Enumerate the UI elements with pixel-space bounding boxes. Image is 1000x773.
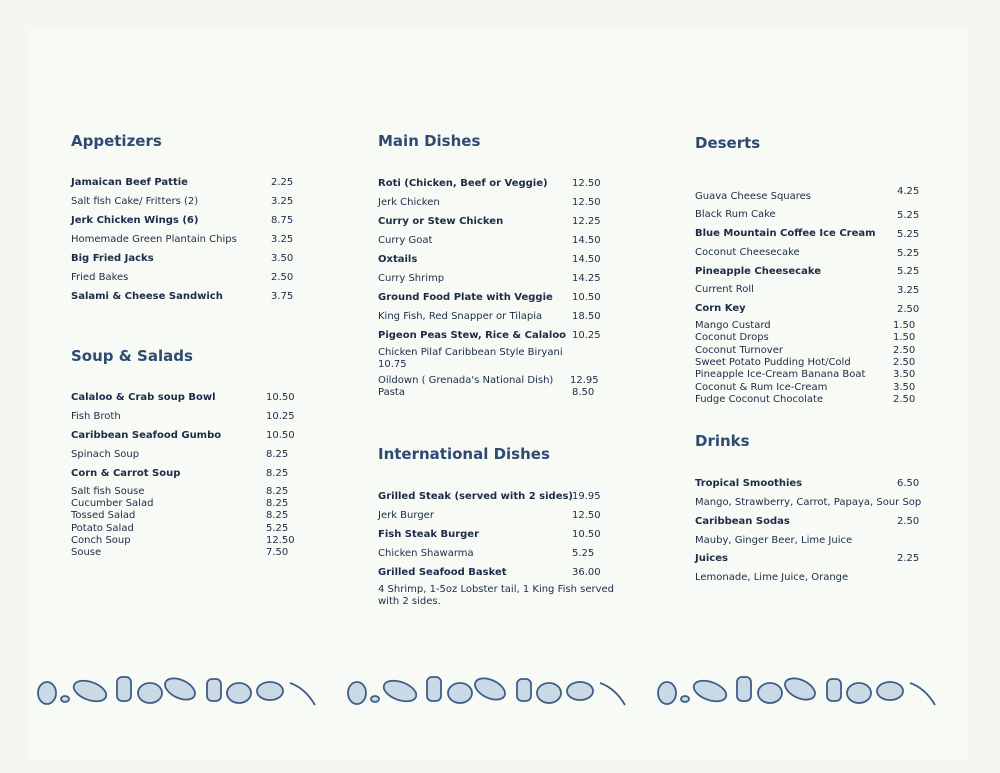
menu-item-name: Jerk Chicken Wings (6) <box>71 215 199 226</box>
section-title-main-dishes: Main Dishes <box>378 132 481 150</box>
menu-item-name: Conch Soup <box>71 534 131 546</box>
menu-item-name: Roti (Chicken, Beef or Veggie) <box>378 178 548 189</box>
seashell-motif-icon <box>38 674 315 705</box>
menu-item-name: Blue Mountain Coffee Ice Cream <box>695 228 876 239</box>
menu-item-price: 5.25 <box>897 229 920 240</box>
menu-item-price: 14.25 <box>572 273 601 284</box>
menu-item-price: 12.95 <box>570 375 599 386</box>
menu-item-name: Caribbean Seafood Gumbo <box>71 430 222 441</box>
menu-item-name: Big Fried Jacks <box>71 253 154 264</box>
menu-item-name: Tropical Smoothies <box>695 478 803 489</box>
menu-item-price: 2.50 <box>893 393 916 405</box>
menu-item-price: 12.25 <box>572 216 601 227</box>
menu-item-price: 12.50 <box>572 197 601 208</box>
menu-item-price: 3.50 <box>893 381 916 393</box>
menu-item-name: Pasta <box>378 387 405 398</box>
menu-item-name: Souse <box>71 547 102 558</box>
menu-item-note: with 2 sides. <box>378 596 441 607</box>
menu-item-price: 1.50 <box>893 332 916 344</box>
menu-item-price: 3.50 <box>271 253 294 264</box>
menu-item-name: Jerk Burger <box>378 510 434 521</box>
menu-item-price: 18.50 <box>572 311 601 322</box>
menu-item-price: 10.50 <box>266 430 295 441</box>
menu-item-price: 5.25 <box>266 522 289 534</box>
menu-item-price: 12.50 <box>572 178 601 189</box>
menu-item-name: Pineapple Cheesecake <box>695 266 822 277</box>
menu-item-price: 7.50 <box>266 547 289 558</box>
menu-item-name: Curry Goat <box>378 235 433 246</box>
menu-item-price: 8.25 <box>266 449 289 460</box>
seashell-border-icon <box>35 665 965 715</box>
menu-item-price: 19.95 <box>572 491 601 502</box>
seashell-motif-icon <box>348 674 625 705</box>
menu-item-price: 2.50 <box>893 356 916 368</box>
section-title-appetizers: Appetizers <box>71 132 162 150</box>
menu-item-price: 2.50 <box>271 272 294 283</box>
menu-item-name: Grilled Steak (served with 2 sides) <box>378 491 573 502</box>
menu-item-price: 10.50 <box>572 529 601 540</box>
menu-item-price: 5.25 <box>572 548 595 559</box>
menu-item-price: 3.25 <box>271 234 294 245</box>
menu-item-name: Coconut Cheesecake <box>695 247 800 258</box>
menu-item-name: Fish Steak Burger <box>378 529 480 540</box>
menu-item-name: Potato Salad <box>71 522 134 534</box>
menu-item-price: 1.50 <box>893 320 916 331</box>
menu-item-name: King Fish, Red Snapper or Tilapia <box>378 311 543 322</box>
menu-item-price: 2.50 <box>897 515 920 527</box>
menu-item-name: Salt fish Souse <box>71 486 145 497</box>
menu-item-price: 36.00 <box>572 567 601 578</box>
menu-item-price: 8.25 <box>266 468 289 479</box>
menu-item-name: Homemade Green Plantain Chips <box>71 234 237 245</box>
section-title-soups: Soup & Salads <box>71 347 193 365</box>
menu-item-price: 8.25 <box>266 498 289 510</box>
menu-item-name: Caribbean Sodas <box>695 515 790 527</box>
menu-item-name: Juices <box>695 553 728 564</box>
menu-item-description: Mauby, Ginger Beer, Lime Juice <box>695 534 853 546</box>
menu-item-note: 4 Shrimp, 1-5oz Lobster tail, 1 King Fish served <box>378 584 615 595</box>
menu-item-price: 3.50 <box>893 369 916 381</box>
menu-item-description: Mango, Strawberry, Carrot, Papaya, Sour Sop <box>695 497 922 508</box>
menu-item-name: Coconut Turnover <box>695 344 783 356</box>
menu-item-price: 3.75 <box>271 291 294 302</box>
menu-item-price: 5.25 <box>897 210 920 221</box>
menu-item-price: 3.25 <box>271 196 294 207</box>
section-title-international: International Dishes <box>378 445 550 463</box>
section-title-deserts: Deserts <box>695 134 761 152</box>
menu-item-price: 2.25 <box>271 177 294 188</box>
menu-item-price: 10.50 <box>266 392 295 403</box>
menu-item-price: 2.50 <box>893 344 916 356</box>
menu-item-name: Fudge Coconut Chocolate <box>695 393 824 405</box>
menu-item-name: Fried Bakes <box>71 272 129 283</box>
menu-item-name: Cucumber Salad <box>71 498 154 510</box>
menu-item-name: Salami & Cheese Sandwich <box>71 291 223 302</box>
menu-item-name: Black Rum Cake <box>695 209 776 220</box>
menu-item-name: Coconut & Rum Ice-Cream <box>695 381 828 393</box>
menu-item-name: Corn & Carrot Soup <box>71 468 181 479</box>
menu-item-name: Coconut Drops <box>695 332 769 344</box>
menu-item-description: Lemonade, Lime Juice, Orange <box>695 572 849 583</box>
menu-item-name: Current Roll <box>695 284 754 295</box>
menu-item-name: Jamaican Beef Pattie <box>71 177 188 188</box>
menu-item-price: 12.50 <box>266 534 295 546</box>
menu-item-name: Tossed Salad <box>71 510 136 522</box>
menu-item-price: 14.50 <box>572 254 601 265</box>
menu-item-price: 8.75 <box>271 215 294 226</box>
menu-item-price: 8.25 <box>266 486 289 497</box>
menu-item-price: 8.25 <box>266 510 289 522</box>
menu-item-name: Jerk Chicken <box>378 197 440 208</box>
menu-item-name: Corn Key <box>695 303 746 314</box>
menu-item-name: Chicken Pilaf Caribbean Style Biryani <box>378 347 563 358</box>
menu-item-name: Spinach Soup <box>71 449 140 460</box>
menu-item-price: 10.25 <box>572 330 601 341</box>
menu-item-price: 2.25 <box>897 553 920 564</box>
menu-item-price: 4.25 <box>897 186 920 197</box>
menu-item-name: Ground Food Plate with Veggie <box>378 292 553 303</box>
menu-item-price: 2.50 <box>897 304 920 315</box>
menu-item-price: 5.25 <box>897 266 920 277</box>
menu-item-name: Pineapple Ice-Cream Banana Boat <box>695 369 866 381</box>
menu-item-price: 10.75 <box>378 359 407 370</box>
menu-item-name: Grilled Seafood Basket <box>378 567 507 578</box>
menu-item-price: 6.50 <box>897 478 920 489</box>
menu-item-name: Oxtails <box>378 254 418 265</box>
menu-item-price: 8.50 <box>572 387 595 398</box>
menu-item-name: Calaloo & Crab soup Bowl <box>71 392 216 403</box>
menu-item-name: Sweet Potato Pudding Hot/Cold <box>695 356 851 368</box>
menu-item-name: Mango Custard <box>695 320 771 331</box>
menu-item-price: 12.50 <box>572 510 601 521</box>
seashell-motif-icon <box>658 674 935 705</box>
menu-item-name: Curry Shrimp <box>378 273 445 284</box>
menu-item-name: Salt fish Cake/ Fritters (2) <box>71 196 199 207</box>
menu-item-price: 10.50 <box>572 292 601 303</box>
menu-item-name: Guava Cheese Squares <box>695 191 812 202</box>
menu-item-price: 14.50 <box>572 235 601 246</box>
menu-item-name: Fish Broth <box>71 411 121 422</box>
menu-item-name: Oildown ( Grenada's National Dish) <box>378 375 554 386</box>
menu-item-price: 5.25 <box>897 248 920 259</box>
section-title-drinks: Drinks <box>695 432 750 450</box>
menu-item-name: Curry or Stew Chicken <box>378 216 504 227</box>
menu-item-name: Pigeon Peas Stew, Rice & Calaloo <box>378 330 567 341</box>
menu-item-price: 10.25 <box>266 411 295 422</box>
menu-item-price: 3.25 <box>897 285 920 296</box>
menu-item-name: Chicken Shawarma <box>378 548 474 559</box>
